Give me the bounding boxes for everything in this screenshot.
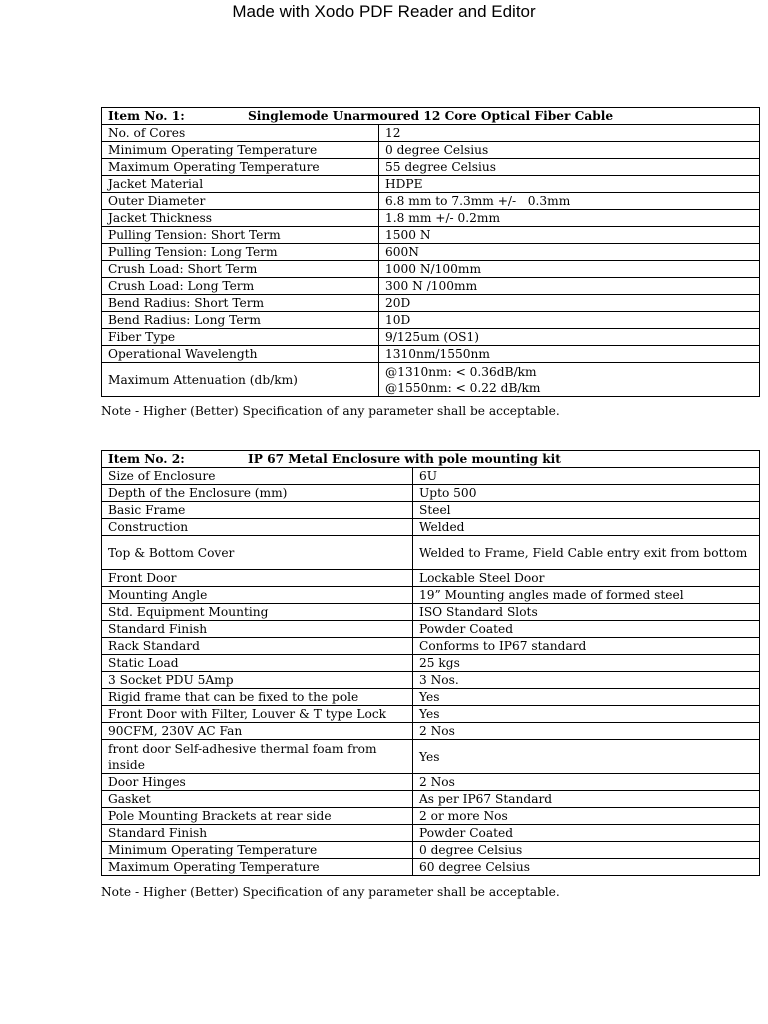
value-cell: 0 degree Celsius — [413, 842, 760, 859]
table-row — [102, 774, 760, 791]
table-row — [102, 808, 760, 825]
param-cell: Bend Radius: Short Term — [102, 295, 379, 312]
param-cell: Std. Equipment Mounting — [102, 604, 413, 621]
param-cell: Pulling Tension: Short Term — [102, 227, 379, 244]
value-cell: 1310nm/1550nm — [379, 346, 760, 363]
table-row — [102, 638, 760, 655]
param-cell: Front Door — [102, 570, 413, 587]
value-cell: 1000 N/100mm — [379, 261, 760, 278]
param-cell: Crush Load: Long Term — [102, 278, 379, 295]
value-cell: 60 degree Celsius — [413, 859, 760, 876]
param-cell: front door Self-adhesive thermal foam from inside — [102, 740, 413, 774]
param-cell: Rigid frame that can be fixed to the pole — [102, 689, 413, 706]
table-row — [102, 363, 760, 397]
param-cell: Outer Diameter — [102, 193, 379, 210]
table-row — [102, 295, 760, 312]
value-cell: Yes — [413, 706, 760, 723]
value-cell: HDPE — [379, 176, 760, 193]
table-row — [102, 485, 760, 502]
value-cell: 2 Nos — [413, 723, 760, 740]
value-cell: 19” Mounting angles made of formed steel — [413, 587, 760, 604]
value-cell: 6U — [413, 468, 760, 485]
param-cell: Maximum Attenuation (db/km) — [102, 363, 379, 397]
value-cell: 2 Nos — [413, 774, 760, 791]
table-row — [102, 570, 760, 587]
table-row — [102, 604, 760, 621]
param-cell: Fiber Type — [102, 329, 379, 346]
value-cell: 6.8 mm to 7.3mm +/- 0.3mm — [379, 193, 760, 210]
param-cell: Rack Standard — [102, 638, 413, 655]
param-cell: Pulling Tension: Long Term — [102, 244, 379, 261]
param-cell: Jacket Material — [102, 176, 379, 193]
value-cell: 0 degree Celsius — [379, 142, 760, 159]
table-row — [102, 142, 760, 159]
item1-number: Item No. 1: — [108, 109, 185, 123]
table-row — [102, 346, 760, 363]
param-cell: Basic Frame — [102, 502, 413, 519]
param-cell: Maximum Operating Temperature — [102, 859, 413, 876]
param-cell: Minimum Operating Temperature — [102, 142, 379, 159]
item2-number: Item No. 2: — [108, 452, 185, 466]
item1-header-row — [102, 108, 760, 125]
xodo-watermark: Made with Xodo PDF Reader and Editor — [232, 2, 536, 21]
value-cell: 55 degree Celsius — [379, 159, 760, 176]
table-row — [102, 210, 760, 227]
param-cell: Pole Mounting Brackets at rear side — [102, 808, 413, 825]
value-cell: 3 Nos. — [413, 672, 760, 689]
param-cell: Door Hinges — [102, 774, 413, 791]
value-cell: 25 kgs — [413, 655, 760, 672]
param-cell: Front Door with Filter, Louver & T type Lock — [102, 706, 413, 723]
value-cell: ISO Standard Slots — [413, 604, 760, 621]
value-cell: Welded — [413, 519, 760, 536]
item2-header-row — [102, 451, 760, 468]
value-cell: Yes — [413, 740, 760, 774]
table-row — [102, 689, 760, 706]
value-cell: Upto 500 — [413, 485, 760, 502]
table-row — [102, 723, 760, 740]
item2-header-cell — [102, 451, 760, 468]
param-cell: Construction — [102, 519, 413, 536]
table-row — [102, 244, 760, 261]
value-cell: 10D — [379, 312, 760, 329]
value-cell: Yes — [413, 689, 760, 706]
table-row — [102, 329, 760, 346]
value-cell: As per IP67 Standard — [413, 791, 760, 808]
param-cell: Top & Bottom Cover — [102, 536, 413, 570]
table-row — [102, 791, 760, 808]
item1-table-body — [102, 108, 760, 397]
param-cell: Operational Wavelength — [102, 346, 379, 363]
item1-title: Singlemode Unarmoured 12 Core Optical Fiber Cable — [248, 109, 614, 123]
param-cell: Depth of the Enclosure (mm) — [102, 485, 413, 502]
table-row — [102, 706, 760, 723]
table-row — [102, 227, 760, 244]
table-row — [102, 278, 760, 295]
attenuation-1310: @1310nm: < 0.36dB/km — [385, 364, 537, 379]
table-row — [102, 125, 760, 142]
value-cell: 12 — [379, 125, 760, 142]
param-cell: Crush Load: Short Term — [102, 261, 379, 278]
value-cell: Conforms to IP67 standard — [413, 638, 760, 655]
value-cell: 600N — [379, 244, 760, 261]
item2-title: IP 67 Metal Enclosure with pole mounting kit — [248, 452, 561, 466]
param-cell: Jacket Thickness — [102, 210, 379, 227]
table-row — [102, 587, 760, 604]
param-cell: 90CFM, 230V AC Fan — [102, 723, 413, 740]
value-cell: 1.8 mm +/- 0.2mm — [379, 210, 760, 227]
param-cell: Bend Radius: Long Term — [102, 312, 379, 329]
table-row — [102, 261, 760, 278]
value-cell: Lockable Steel Door — [413, 570, 760, 587]
attenuation-1550: @1550nm: < 0.22 dB/km — [385, 380, 541, 395]
table-row — [102, 176, 760, 193]
param-cell: Maximum Operating Temperature — [102, 159, 379, 176]
param-cell: Standard Finish — [102, 825, 413, 842]
item1-header-cell — [102, 108, 760, 125]
table-row — [102, 159, 760, 176]
table-row — [102, 825, 760, 842]
param-cell: Gasket — [102, 791, 413, 808]
param-cell: 3 Socket PDU 5Amp — [102, 672, 413, 689]
item2-spec-table — [101, 450, 760, 876]
item1-spec-table — [101, 107, 760, 397]
table-row — [102, 519, 760, 536]
table-row — [102, 740, 760, 774]
value-cell: Welded to Frame, Field Cable entry exit from bottom — [413, 536, 760, 570]
table-row — [102, 842, 760, 859]
value-cell: 1500 N — [379, 227, 760, 244]
value-cell: 300 N /100mm — [379, 278, 760, 295]
value-cell: Powder Coated — [413, 621, 760, 638]
param-cell: Standard Finish — [102, 621, 413, 638]
param-cell: Size of Enclosure — [102, 468, 413, 485]
param-cell: Mounting Angle — [102, 587, 413, 604]
table-row — [102, 502, 760, 519]
value-cell: 20D — [379, 295, 760, 312]
table-row — [102, 672, 760, 689]
param-cell: No. of Cores — [102, 125, 379, 142]
value-cell — [379, 363, 760, 397]
item2-note: Note - Higher (Better) Specification of any parameter shall be acceptable. — [101, 885, 560, 899]
table-row — [102, 621, 760, 638]
value-cell: Powder Coated — [413, 825, 760, 842]
table-row — [102, 859, 760, 876]
param-cell: Static Load — [102, 655, 413, 672]
table-row — [102, 193, 760, 210]
item2-table-body — [102, 451, 760, 876]
table-row — [102, 312, 760, 329]
value-cell: 9/125um (OS1) — [379, 329, 760, 346]
item1-note: Note - Higher (Better) Specification of any parameter shall be acceptable. — [101, 404, 560, 418]
table-row — [102, 468, 760, 485]
table-row — [102, 655, 760, 672]
value-cell: Steel — [413, 502, 760, 519]
table-row — [102, 536, 760, 570]
value-cell: 2 or more Nos — [413, 808, 760, 825]
param-cell: Minimum Operating Temperature — [102, 842, 413, 859]
